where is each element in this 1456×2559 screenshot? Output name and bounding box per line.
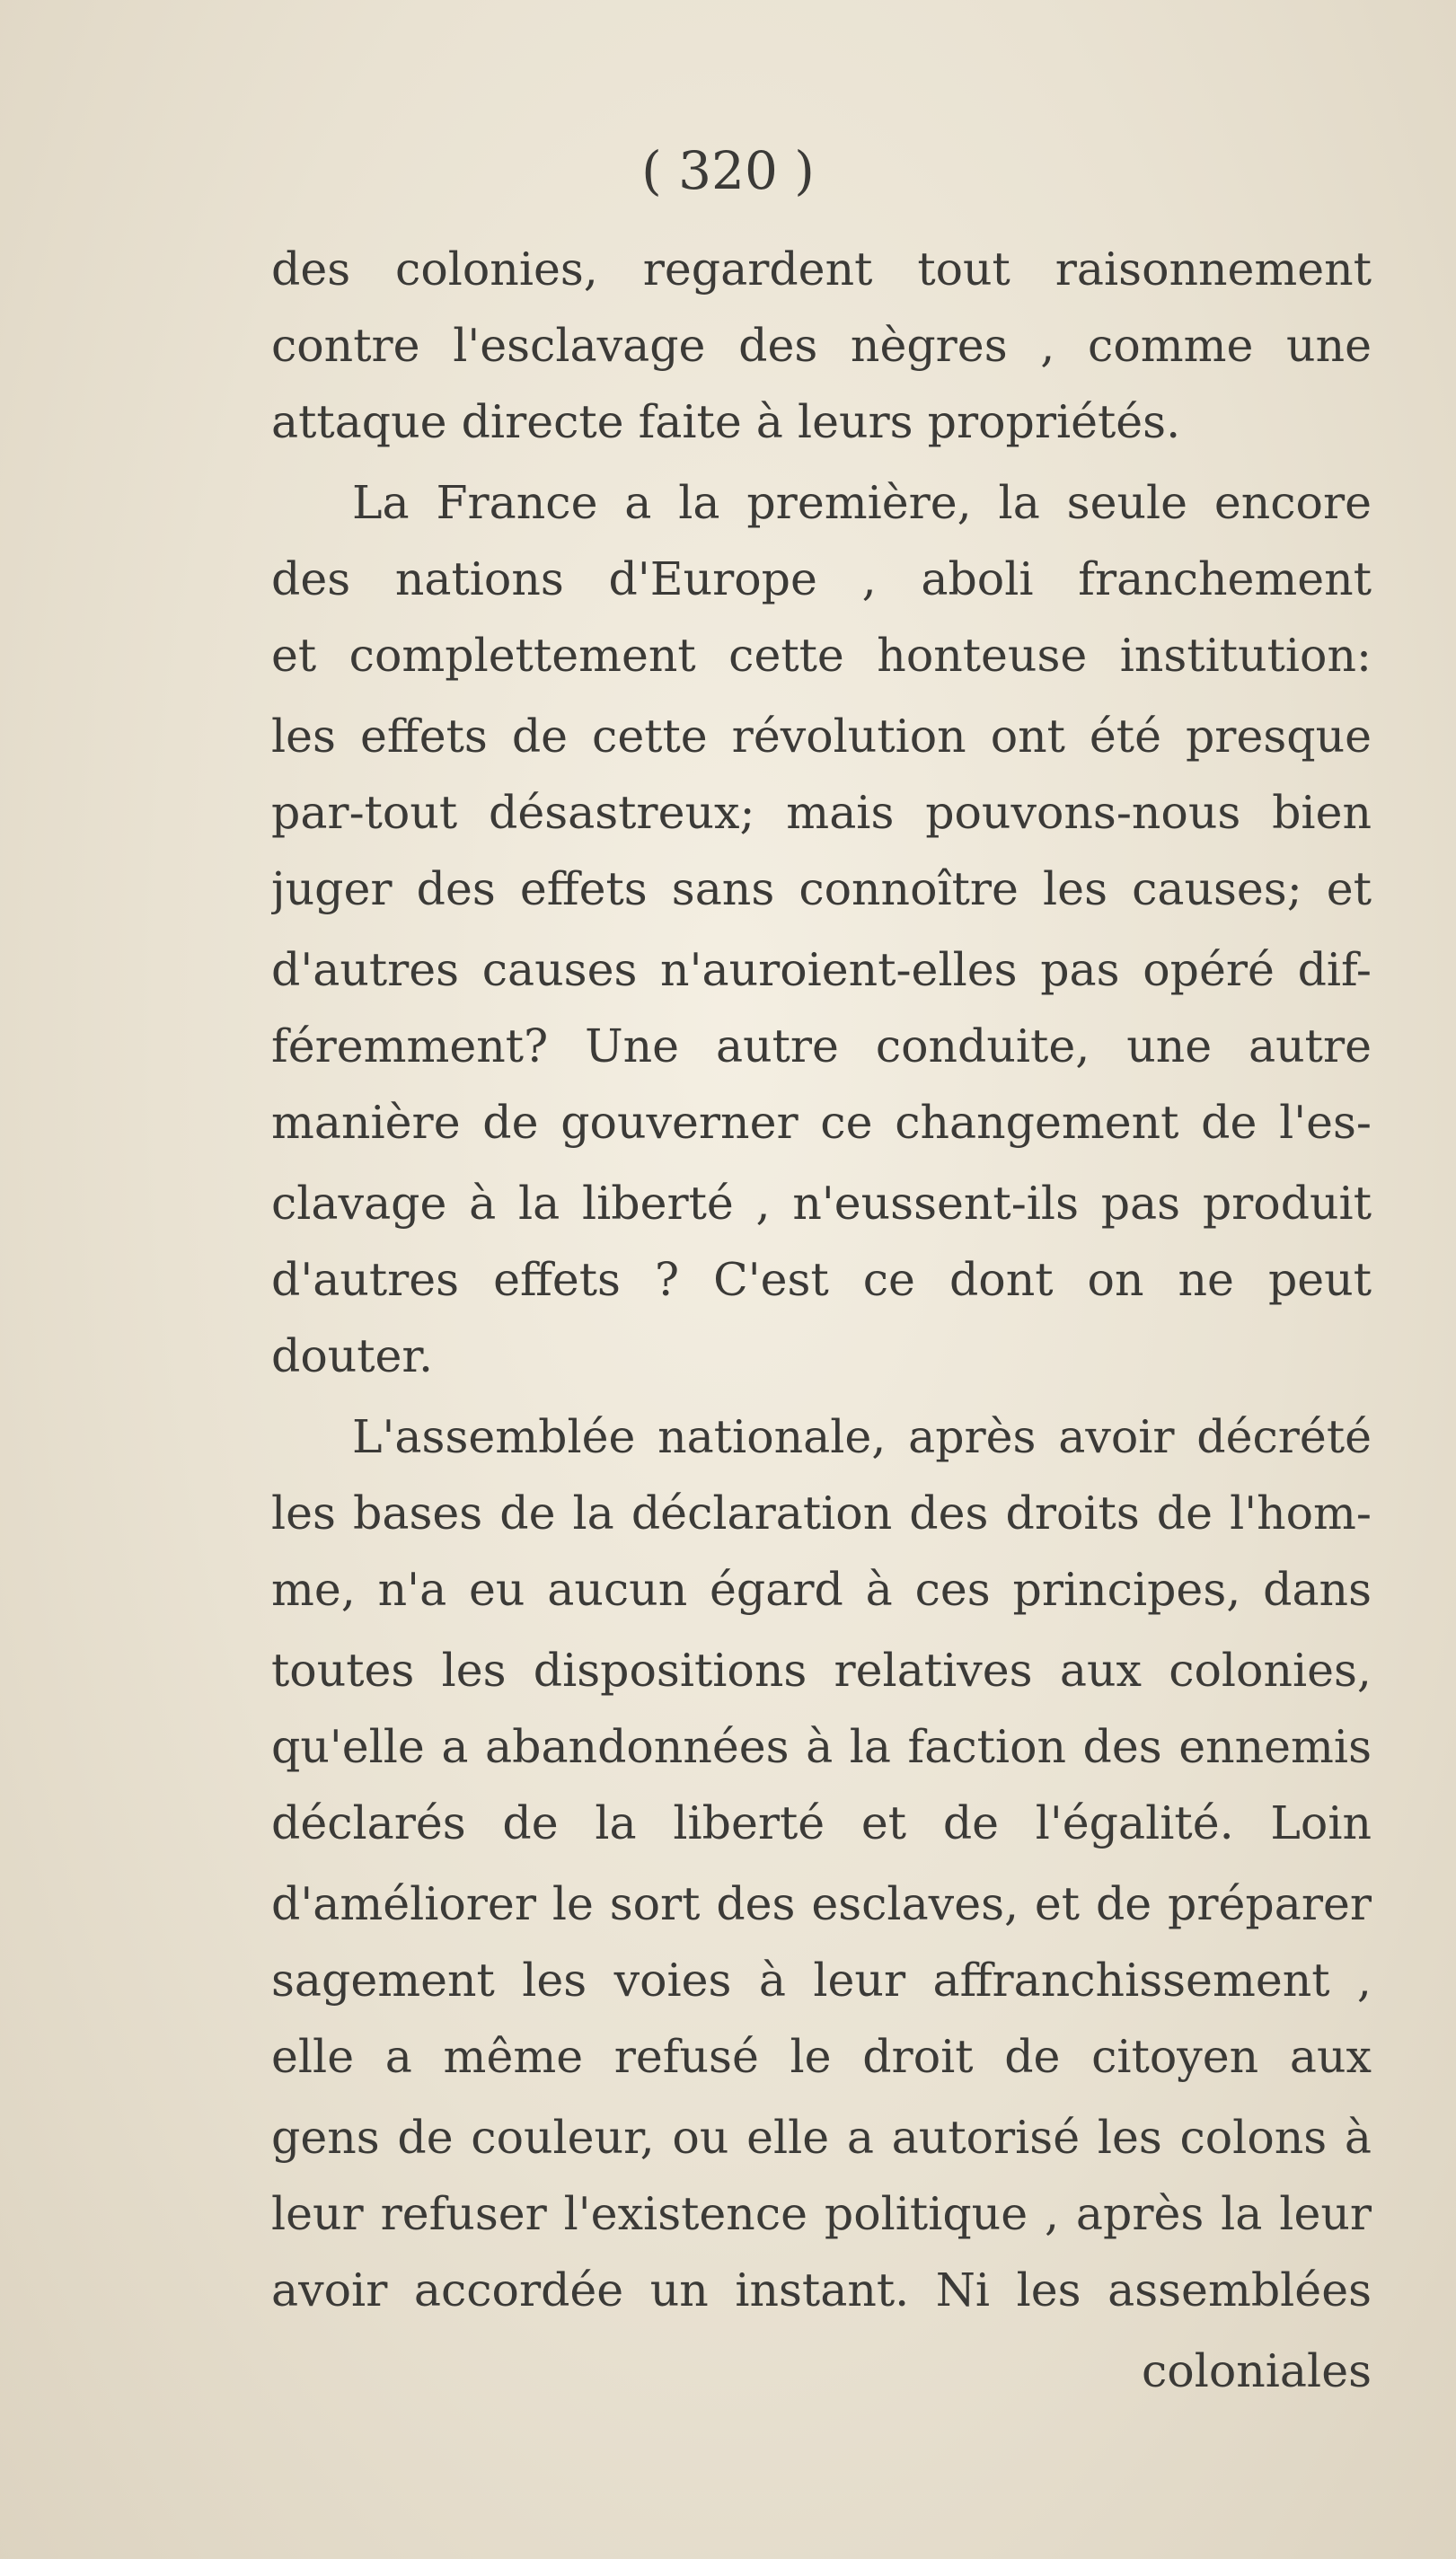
text-line: gens de couleur, ou elle a autorisé les colons à <box>271 2111 1372 2164</box>
text-line: sagement les voies à leur affranchissement , <box>271 1954 1372 2007</box>
text-line: d'autres causes n'auroient-elles pas opéré dif- <box>271 943 1372 996</box>
text-line: et complettement cette honteuse institution: <box>271 629 1372 682</box>
catchword: coloniales <box>1142 2344 1372 2397</box>
text-line: déclarés de la liberté et de l'égalité. Loin <box>271 1796 1372 1849</box>
text-line: les effets de cette révolution ont été presque <box>271 710 1372 763</box>
text-line: par-tout désastreux; mais pouvons-nous bien <box>271 786 1372 839</box>
text-line: L'assemblée nationale, après avoir décrété <box>352 1410 1372 1463</box>
text-line: douter. <box>271 1329 434 1382</box>
text-line: toutes les dispositions relatives aux colonies, <box>271 1644 1372 1697</box>
text-line: des colonies, regardent tout raisonnement <box>271 243 1372 296</box>
text-line: d'améliorer le sort des esclaves, et de préparer <box>271 1877 1372 1930</box>
text-line: La France a la première, la seule encore <box>352 476 1372 529</box>
text-line: manière de gouverner ce changement de l'es- <box>271 1096 1372 1149</box>
text-line: attaque directe faite à leurs propriétés. <box>271 395 1181 448</box>
text-line: qu'elle a abandonnées à la faction des ennemis <box>271 1720 1372 1773</box>
text-line: me, n'a eu aucun égard à ces principes, dans <box>271 1563 1372 1616</box>
text-line: contre l'esclavage des nègres , comme une <box>271 319 1372 372</box>
text-line: des nations d'Europe , aboli franchement <box>271 552 1372 605</box>
text-line: leur refuser l'existence politique , après la leur <box>271 2187 1372 2240</box>
text-line: d'autres effets ? C'est ce dont on ne peut <box>271 1253 1372 1306</box>
text-line: avoir accordée un instant. Ni les assemblées <box>271 2263 1372 2316</box>
page-number: ( 320 ) <box>641 140 815 201</box>
text-line: elle a même refusé le droit de citoyen aux <box>271 2030 1372 2083</box>
text-line: les bases de la déclaration des droits de l'hom- <box>271 1487 1372 1540</box>
text-line: féremment? Une autre conduite, une autre <box>271 1019 1372 1072</box>
text-line: clavage à la liberté , n'eussent-ils pas produit <box>271 1177 1372 1230</box>
text-line: juger des effets sans connoître les causes; et <box>271 862 1372 915</box>
